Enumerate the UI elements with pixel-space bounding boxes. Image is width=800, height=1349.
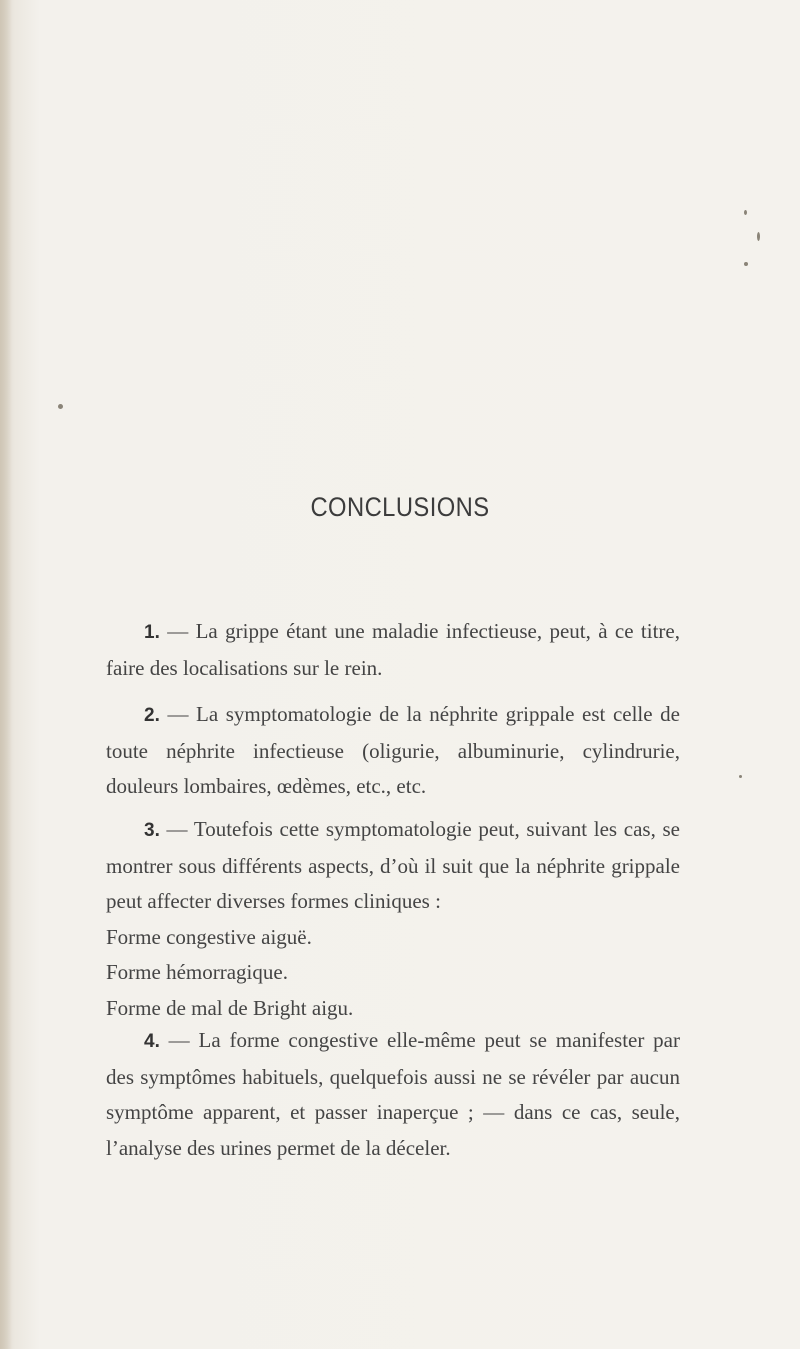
conclusion-2 [106,697,680,805]
conclusion-3 [106,812,680,1026]
page-edge-shadow [0,0,12,1349]
conclusion-1 [106,614,680,686]
conclusion-text: — La grippe étant une maladie infectieuse, peut, à ce titre, faire des localisations sur le rein. [106,619,680,680]
paper-speck [744,210,747,215]
conclusion-text: — La forme congestive elle-même peut se manifester par des symptômes habituels, quelquefois aussi ne se révéler par aucun symptôme apparent, et passer inaperçue ; — dans ce cas, seule, l’analyse des urines permet de la déceler. [106,1028,680,1160]
conclusion-number: 2. [144,705,160,726]
conclusion-text: — La symptomatologie de la néphrite grippale est celle de toute néphrite infectieuse (oligurie, albuminurie, cylindrurie, douleurs lombaires, œdèmes, etc., etc. [106,702,680,798]
paper-speck [744,262,748,266]
paper-speck [739,775,742,778]
conclusion-4 [106,1023,680,1166]
page-title: CONCLUSIONS [310,492,490,522]
paper-speck [757,232,760,241]
conclusion-text: — Toutefois cette symptomatologie peut, suivant les cas, se montrer sous différents aspects, d’où il suit que la néphrite grippale peut affecter diverses formes cliniques : [106,817,680,913]
clinical-form: Forme de mal de Bright aigu. [106,995,354,1020]
clinical-form: Forme congestive aiguë. [106,924,312,949]
conclusion-number: 4. [144,1031,160,1052]
conclusion-number: 3. [144,820,160,841]
clinical-form: Forme hémorragique. [106,960,288,984]
conclusion-number: 1. [144,622,160,643]
paper-speck [58,404,63,409]
